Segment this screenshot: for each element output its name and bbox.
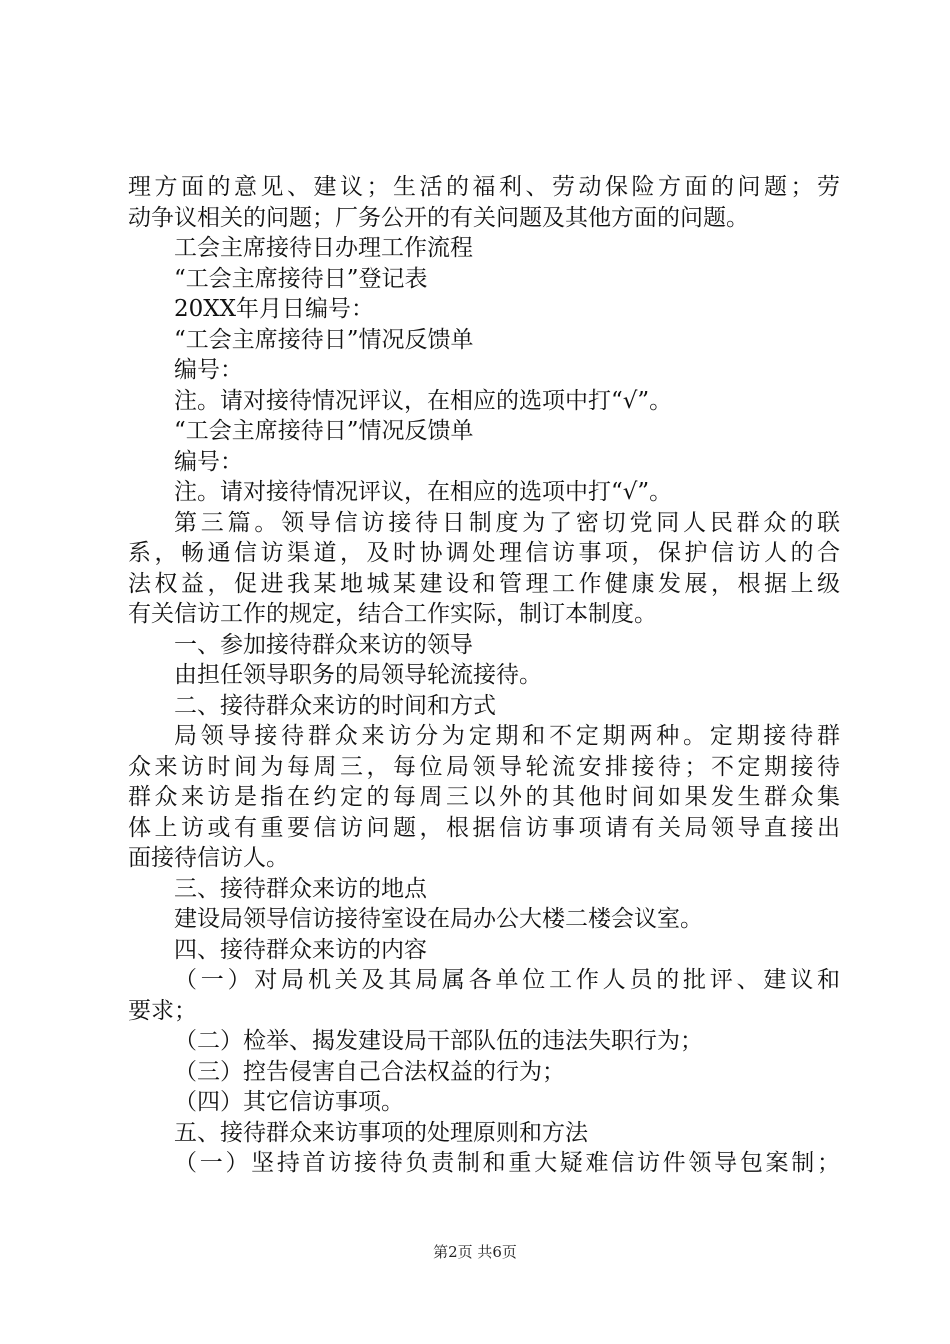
text-line: 建设局领导信访接待室设在局办公大楼二楼会议室。 (174, 906, 703, 932)
text-line: 四、接待群众来访的内容 (174, 936, 427, 963)
text-line: （一）坚持首访接待负责制和重大疑难信访件领导包案制； (174, 1150, 840, 1176)
text-line: 理方面的意见、建议；生活的福利、劳动保险方面的问题；劳 (128, 174, 840, 200)
text-line: 五、接待群众来访事项的处理原则和方法 (174, 1119, 588, 1146)
text-line: 注。请对接待情况评议，在相应的选项中打“√”。 (174, 387, 673, 414)
text-line: 众来访时间为每周三，每位局领导轮流安排接待；不定期接待 (128, 753, 840, 780)
text-line: 局领导接待群众来访分为定期和不定期两种。定期接待群 (174, 723, 840, 749)
text-line: 编号： (174, 357, 243, 383)
text-line: 一、参加接待群众来访的领导 (174, 631, 473, 658)
text-line: 由担任领导职务的局领导轮流接待。 (174, 662, 542, 688)
text-line: （四）其它信访事项。 (174, 1089, 404, 1115)
text-line: 动争议相关的问题；厂务公开的有关问题及其他方面的问题。 (128, 204, 749, 231)
document-body (128, 172, 840, 1179)
text-line: （一）对局机关及其局属各单位工作人员的批评、建议和 (174, 967, 840, 993)
text-line: 体上访或有重要信访问题，根据信访事项请有关局领导直接出 (128, 814, 840, 841)
text-line: 群众来访是指在约定的每周三以外的其他时间如果发生群众集 (128, 784, 840, 810)
text-line: 第三篇。领导信访接待日制度为了密切党同人民群众的联 (174, 509, 840, 536)
text-line: （三）控告侵害自己合法权益的行为； (174, 1058, 565, 1085)
text-line: “工会主席接待日”情况反馈单 (174, 326, 474, 353)
text-line: “工会主席接待日”登记表 (174, 265, 428, 292)
text-line: 二、接待群众来访的时间和方式 (174, 692, 496, 719)
text-line: 编号： (174, 448, 243, 475)
text-line: 三、接待群众来访的地点 (174, 875, 427, 902)
page-number-footer: 第2页 共6页 (433, 1243, 517, 1261)
text-line: “工会主席接待日”情况反馈单 (174, 418, 474, 444)
text-line: 工会主席接待日办理工作流程 (174, 235, 473, 261)
text-line: 法权益，促进我某地城某建设和管理工作健康发展，根据上级 (128, 570, 840, 597)
text-line: （二）检举、揭发建设局干部队伍的违法失职行为； (174, 1028, 703, 1054)
text-line: 20XX年月日编号： (174, 296, 375, 322)
text-line: 要求； (128, 997, 197, 1024)
text-line: 有关信访工作的规定，结合工作实际，制订本制度。 (128, 601, 657, 627)
text-line: 面接待信访人。 (128, 845, 289, 871)
text-line: 系，畅通信访渠道，及时协调处理信访事项，保护信访人的合 (128, 540, 840, 566)
text-line: 注。请对接待情况评议，在相应的选项中打“√”。 (174, 479, 673, 505)
